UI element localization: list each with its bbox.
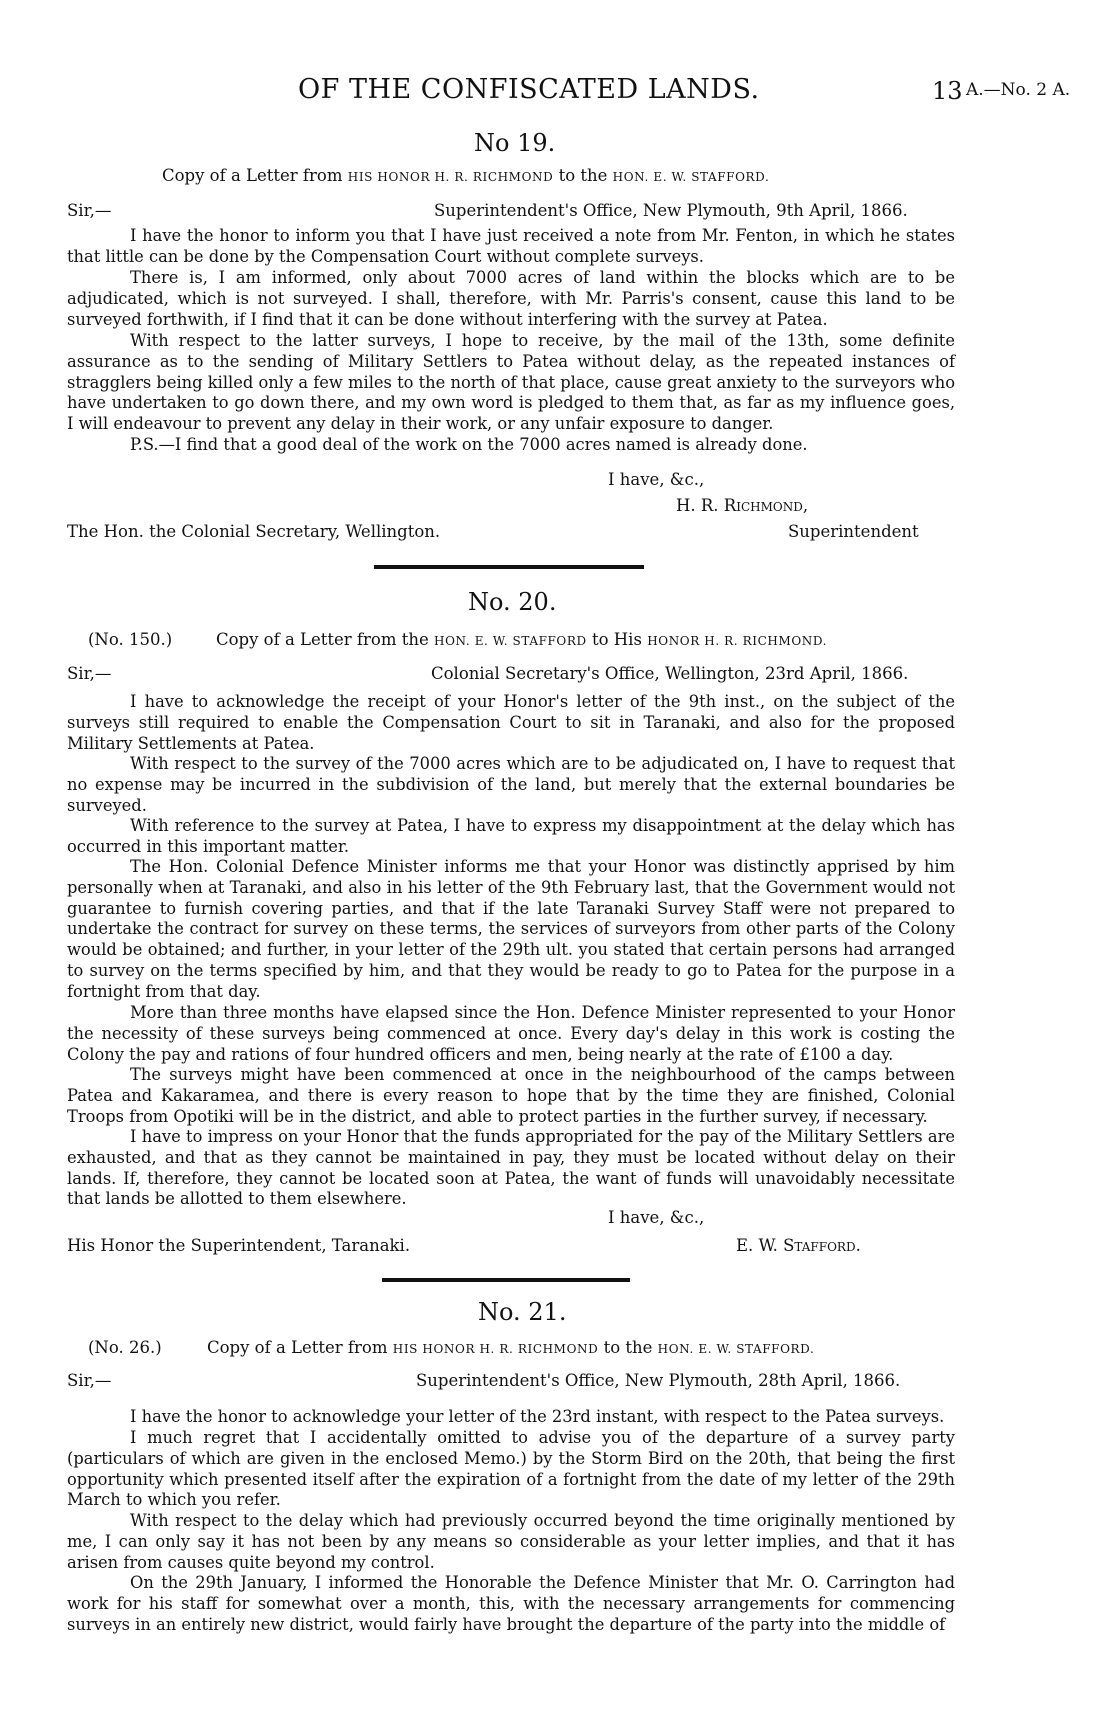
section-divider xyxy=(374,565,644,569)
letter-21-salutation: Sir,— xyxy=(67,1371,112,1390)
caption-to: HON. E. W. STAFFORD. xyxy=(612,170,770,184)
letter-21-paragraph-2: I much regret that I accidentally omitted to advise you of the departure of a survey party (particulars of which are given in the enclosed Memo.) by the Storm Bird on the 20th, that being the first opportunity which presented itself after the expiration of a fortnight from the date of my letter of the 29th March to which you refer. xyxy=(67,1428,955,1510)
caption-prefix: Copy of a Letter from the xyxy=(216,630,429,649)
letter-20-heading: No. 20. xyxy=(468,588,557,616)
caption-to: HONOR H. R. RICHMOND. xyxy=(647,634,828,648)
letter-21-paragraph-4: On the 29th January, I informed the Honorable the Defence Minister that Mr. O. Carrington had work for his staff for somewhat over a month, this, with the necessary arrangements for commencing surveys in an entirely new district, would fairly have brought the departure of the party into the middle of xyxy=(67,1573,955,1634)
letter-20-salutation: Sir,— xyxy=(67,664,112,683)
letter-19-paragraph-1: I have the honor to inform you that I have just received a note from Mr. Fenton, in which he states that little can be done by the Compensation Court without complete surveys. xyxy=(67,226,955,266)
letter-20-address: Colonial Secretary's Office, Wellington, 23rd April, 1866. xyxy=(431,664,909,683)
letter-19-closing: I have, &c., xyxy=(608,470,705,489)
letter-21-paragraph-3: With respect to the delay which had previously occurred beyond the time originally mentioned by me, I can only say it has not been by any means so considerable as your letter implies, and that it has arisen from causes quite beyond my control. xyxy=(67,1511,955,1572)
letter-19-salutation: Sir,— xyxy=(67,201,112,220)
letter-20-paragraph-7: I have to impress on your Honor that the funds appropriated for the pay of the Military Settlers are exhausted, and that as they cannot be maintained in pay, they must be located without delay on their lands. If, therefore, they cannot be located soon at Patea, the want of funds will unavoidably necessitate that lands be allotted to them elsewhere. xyxy=(67,1127,955,1209)
letter-19-signature: H. R. Richmond, xyxy=(676,496,809,515)
letter-20-paragraph-3: With reference to the survey at Patea, I have to express my disappointment at the delay which has occurred in this important matter. xyxy=(67,816,955,856)
caption-to: HON. E. W. STAFFORD. xyxy=(657,1342,815,1356)
caption-prefix: Copy of a Letter from xyxy=(162,166,343,185)
letter-21-address: Superintendent's Office, New Plymouth, 28th April, 1866. xyxy=(416,1371,901,1390)
page-number: 13 xyxy=(932,77,963,105)
letter-20-paragraph-5: More than three months have elapsed since the Hon. Defence Minister represented to your Honor the necessity of these surveys being commenced at once. Every day's delay in this work is costing the Colony the pay and rations of four hundred officers and men, being nearly at the rate of £100 a day. xyxy=(67,1003,955,1064)
letter-20-reference: (No. 150.) xyxy=(88,630,173,649)
letter-20-closing: I have, &c., xyxy=(608,1208,705,1227)
letter-19-heading: No 19. xyxy=(474,129,556,157)
letter-21-paragraph-1: I have the honor to acknowledge your letter of the 23rd instant, with respect to the Patea surveys. xyxy=(130,1407,945,1426)
section-divider xyxy=(382,1278,630,1282)
letter-19-signature-title: Superintendent xyxy=(788,522,919,541)
letter-19-addressee: The Hon. the Colonial Secretary, Wellington. xyxy=(67,522,441,541)
caption-mid: to His xyxy=(591,630,642,649)
caption-from: HIS HONOR H. R. RICHMOND xyxy=(347,170,554,184)
letter-19-address: Superintendent's Office, New Plymouth, 9th April, 1866. xyxy=(434,201,908,220)
caption-prefix: Copy of a Letter from xyxy=(207,1338,388,1357)
letter-21-heading: No. 21. xyxy=(478,1298,567,1326)
letter-21-reference: (No. 26.) xyxy=(88,1338,162,1357)
letter-19-postscript: P.S.—I find that a good deal of the work on the 7000 acres named is already done. xyxy=(130,435,808,454)
letter-20-paragraph-6: The surveys might have been commenced at once in the neighbourhood of the camps between Patea and Kakaramea, and there is every reason to hope that by the time they are finished, Colonial Troops from Opotiki will be in the district, and able to protect parties in the further survey, if necessary. xyxy=(67,1065,955,1126)
caption-from: HON. E. W. STAFFORD xyxy=(434,634,587,648)
letter-20-caption xyxy=(216,630,827,649)
letter-20-addressee: His Honor the Superintendent, Taranaki. xyxy=(67,1236,411,1255)
letter-19-paragraph-2: There is, I am informed, only about 7000 acres of land within the blocks which are to be adjudicated, which is not surveyed. I shall, therefore, with Mr. Parris's consent, cause this land to be surveyed forthwith, if I find that it can be done without interfering with the survey at Patea. xyxy=(67,268,955,329)
running-head-title: OF THE CONFISCATED LANDS. xyxy=(298,74,760,105)
caption-mid: to the xyxy=(558,166,608,185)
series-number: A.—No. 2 A. xyxy=(966,80,1071,100)
letter-20-paragraph-1: I have to acknowledge the receipt of your Honor's letter of the 9th inst., on the subject of the surveys still required to enable the Compensation Court to sit in Taranaki, and also for the proposed Military Settlements at Patea. xyxy=(67,692,955,753)
letter-19-caption xyxy=(162,166,769,185)
letter-20-signature: E. W. Stafford. xyxy=(736,1236,861,1255)
letter-20-paragraph-4: The Hon. Colonial Defence Minister informs me that your Honor was distinctly apprised by him personally when at Taranaki, and also in his letter of the 9th February last, that the Government would not guarantee to furnish covering parties, and that if the late Taranaki Survey Staff were not prepared to undertake the contract for survey on these terms, the services of surveyors from other parts of the Colony would be obtained; and further, in your letter of the 29th ult. you stated that certain persons had arranged to survey on the terms specified by him, and that they would be ready to go to Patea for the purpose in a fortnight from that day. xyxy=(67,857,955,1001)
letter-19-paragraph-3: With respect to the latter surveys, I hope to receive, by the mail of the 13th, some definite assurance as to the sending of Military Settlers to Patea without delay, as the repeated instances of stragglers being killed only a few miles to the north of that place, cause great anxiety to the surveyors who have undertaken to go down there, and my own word is pledged to them that, as far as my influence goes, I will endeavour to prevent any delay in their work, or any unfair exposure to danger. xyxy=(67,331,955,434)
caption-from: HIS HONOR H. R. RICHMOND xyxy=(392,1342,599,1356)
caption-mid: to the xyxy=(603,1338,653,1357)
letter-21-caption xyxy=(207,1338,814,1357)
letter-20-paragraph-2: With respect to the survey of the 7000 acres which are to be adjudicated on, I have to request that no expense may be incurred in the subdivision of the land, but merely that the external boundaries be surveyed. xyxy=(67,754,955,815)
